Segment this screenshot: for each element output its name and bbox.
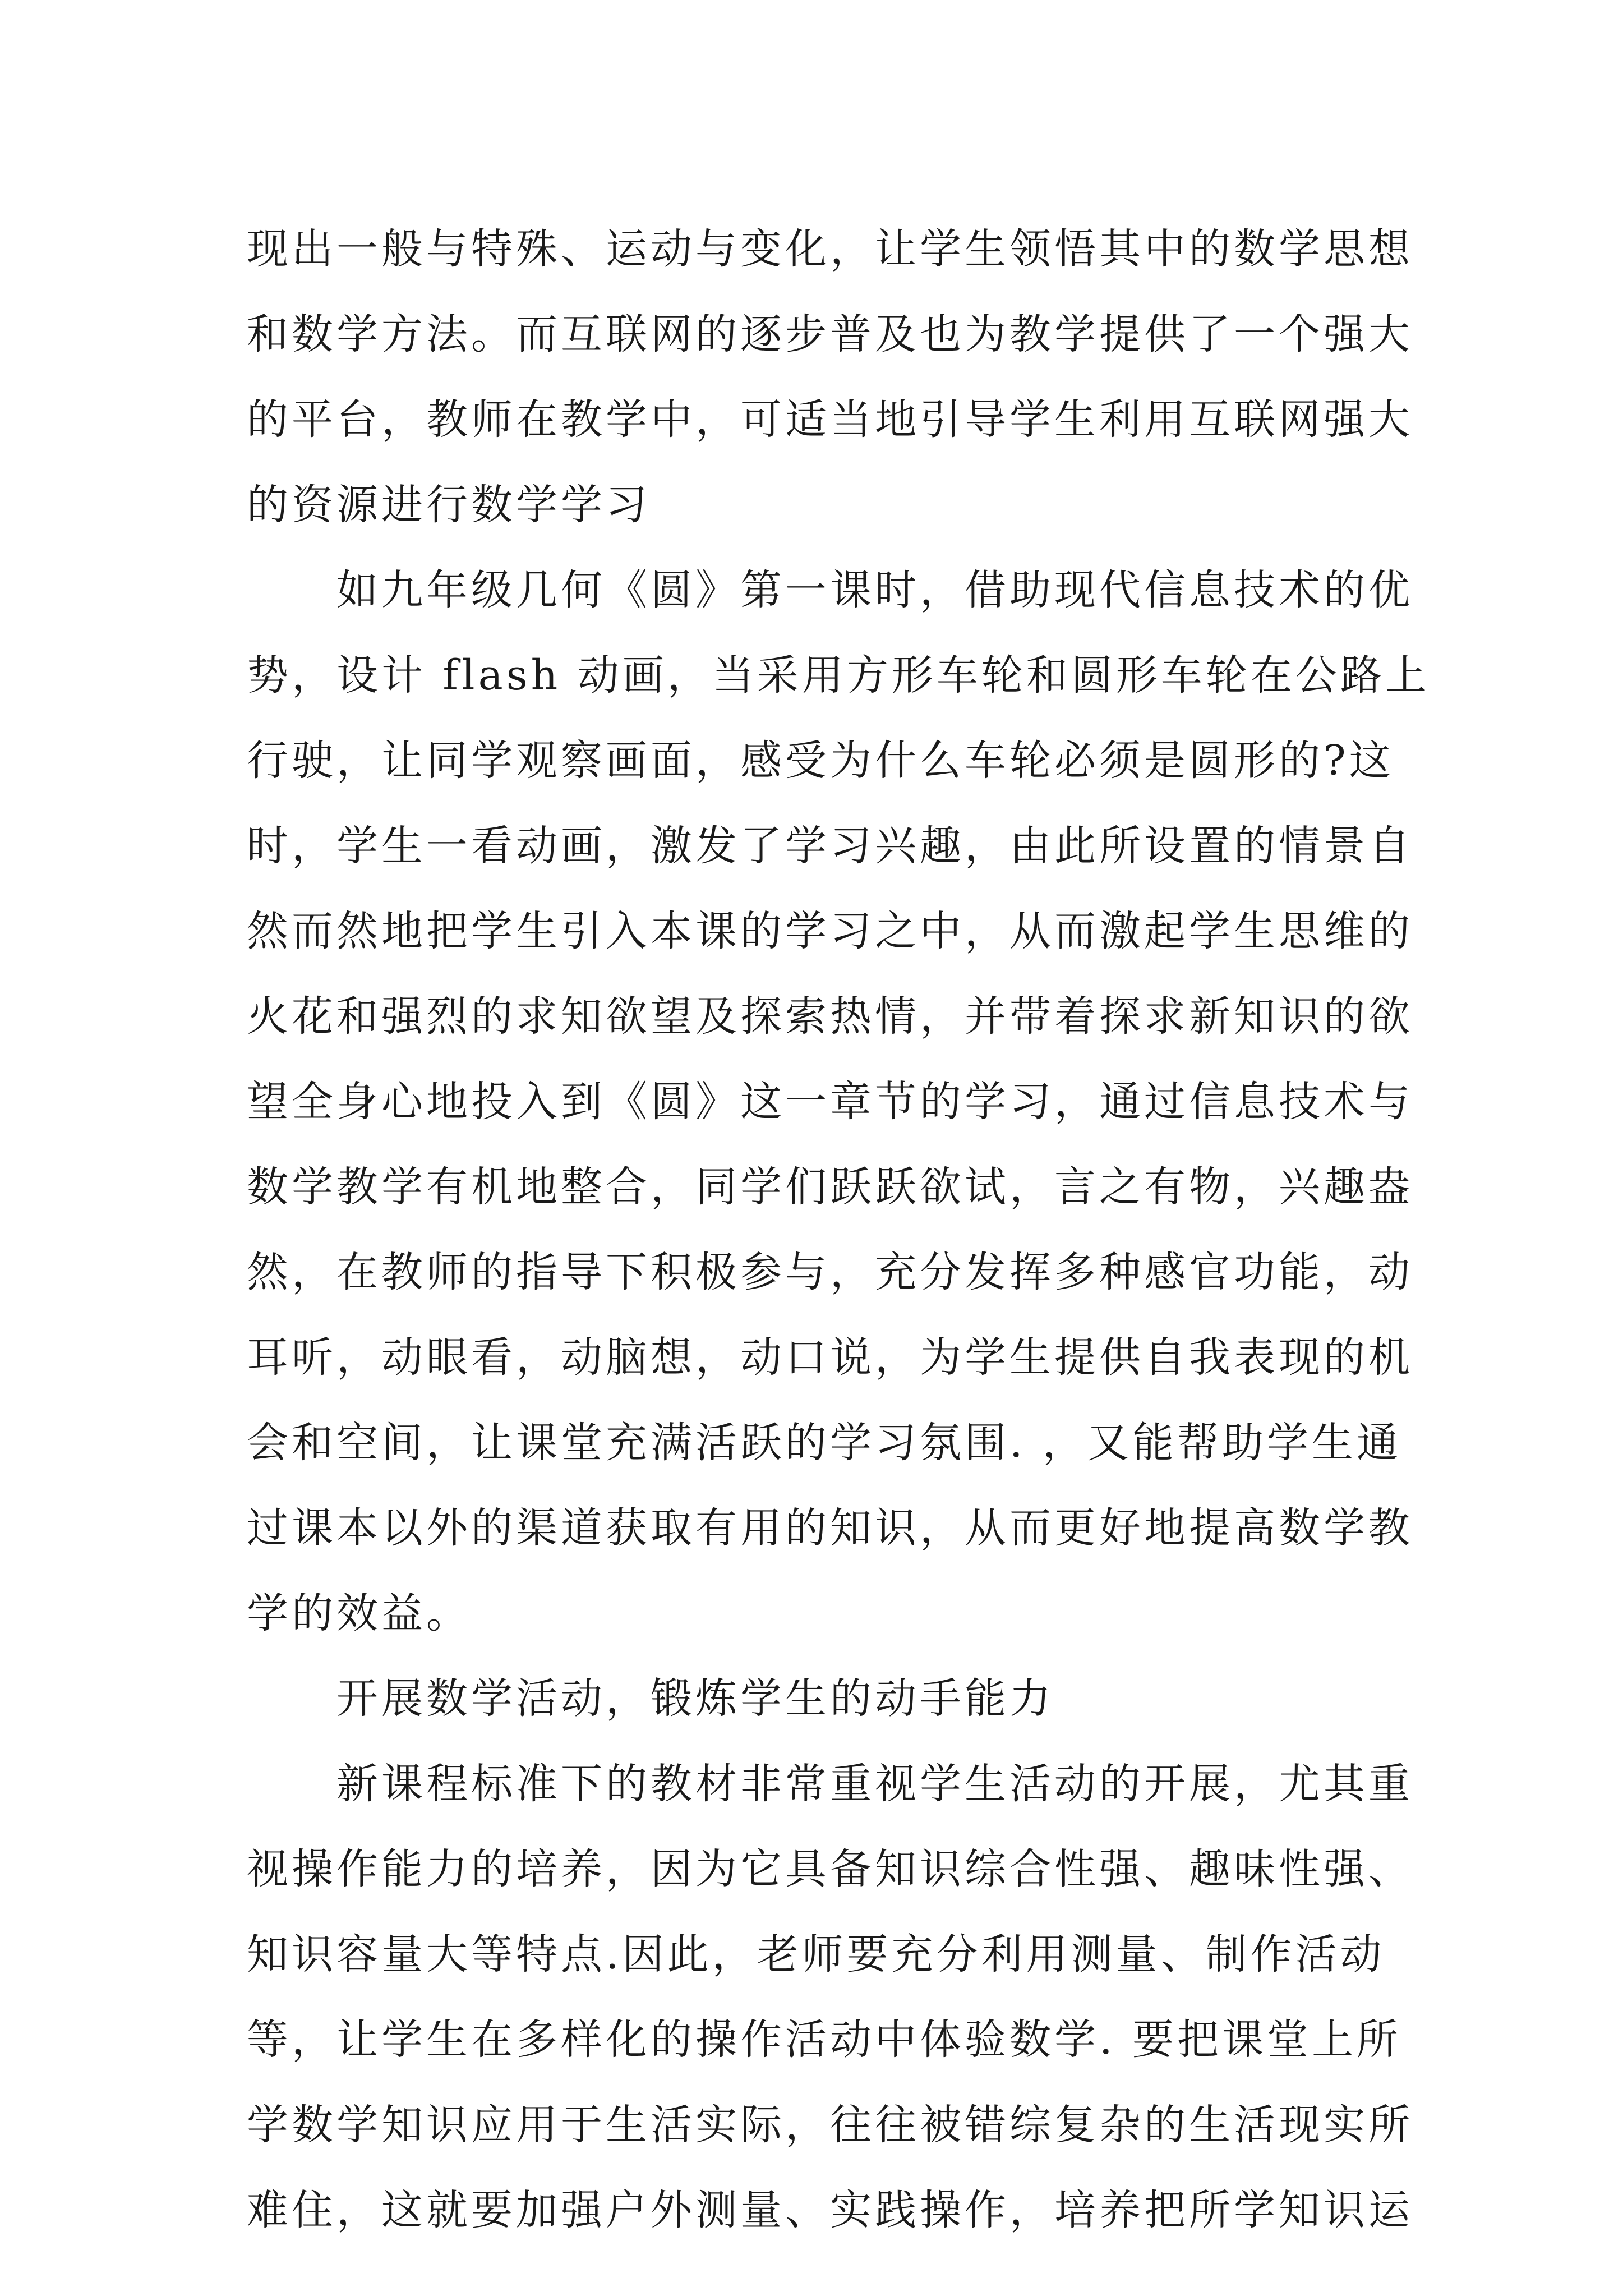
- text-line: 势，设计 flash 动画，当采用方形车轮和圆形车轮在公路上: [247, 651, 1430, 700]
- text-line: 的平台，教师在教学中，可适当地引导学生利用互联网强大: [247, 395, 1413, 444]
- text-line: 等，让学生在多样化的操作活动中体验数学. 要把课堂上所: [247, 2016, 1402, 2064]
- text-line: 会和空间，让课堂充满活跃的学习氛围. ，又能帮助学生通: [247, 1419, 1402, 1467]
- document-body: [247, 206, 1430, 2253]
- text-line: 行驶，让同学观察画面，感受为什么车轮必须是圆形的?这: [247, 737, 1394, 785]
- text-line: 的资源进行数学学习: [247, 481, 651, 529]
- text-line: 耳听，动眼看，动脑想，动口说，为学生提供自我表现的机: [247, 1333, 1413, 1382]
- text-line: 视操作能力的培养，因为它具备知识综合性强、趣味性强、: [247, 1845, 1413, 1893]
- text-line: 知识容量大等特点.因此，老师要充分利用测量、制作活动: [247, 1930, 1385, 1978]
- paragraph-first-line: 新课程标准下的教材非常重视学生活动的开展，尤其重: [336, 1760, 1413, 1808]
- section-heading: 开展数学活动，锻炼学生的动手能力: [336, 1674, 1054, 1723]
- text-line: 学数学知识应用于生活实际，往往被错综复杂的生活现实所: [247, 2101, 1413, 2149]
- text-line: 数学教学有机地整合，同学们跃跃欲试，言之有物，兴趣盎: [247, 1163, 1413, 1211]
- text-line: 现出一般与特殊、运动与变化，让学生领悟其中的数学思想: [247, 225, 1413, 273]
- paragraph-first-line: 如九年级几何《圆》第一课时，借助现代信息技术的优: [336, 566, 1413, 614]
- text-line: 火花和强烈的求知欲望及探索热情，并带着探求新知识的欲: [247, 992, 1413, 1041]
- text-line: 和数学方法。而互联网的逐步普及也为教学提供了一个强大: [247, 310, 1413, 358]
- text-line: 望全身心地投入到《圆》这一章节的学习，通过信息技术与: [247, 1078, 1413, 1126]
- text-line: 难住，这就要加强户外测量、实践操作，培养把所学知识运: [247, 2186, 1413, 2234]
- text-line: 然，在教师的指导下积极参与，充分发挥多种感官功能，动: [247, 1248, 1413, 1296]
- text-line: 时，学生一看动画，激发了学习兴趣，由此所设置的情景自: [247, 822, 1413, 870]
- text-line: 过课本以外的渠道获取有用的知识，从而更好地提高数学教: [247, 1504, 1413, 1552]
- text-line: 然而然地把学生引入本课的学习之中，从而激起学生思维的: [247, 907, 1413, 955]
- text-line: 学的效益。: [247, 1589, 471, 1637]
